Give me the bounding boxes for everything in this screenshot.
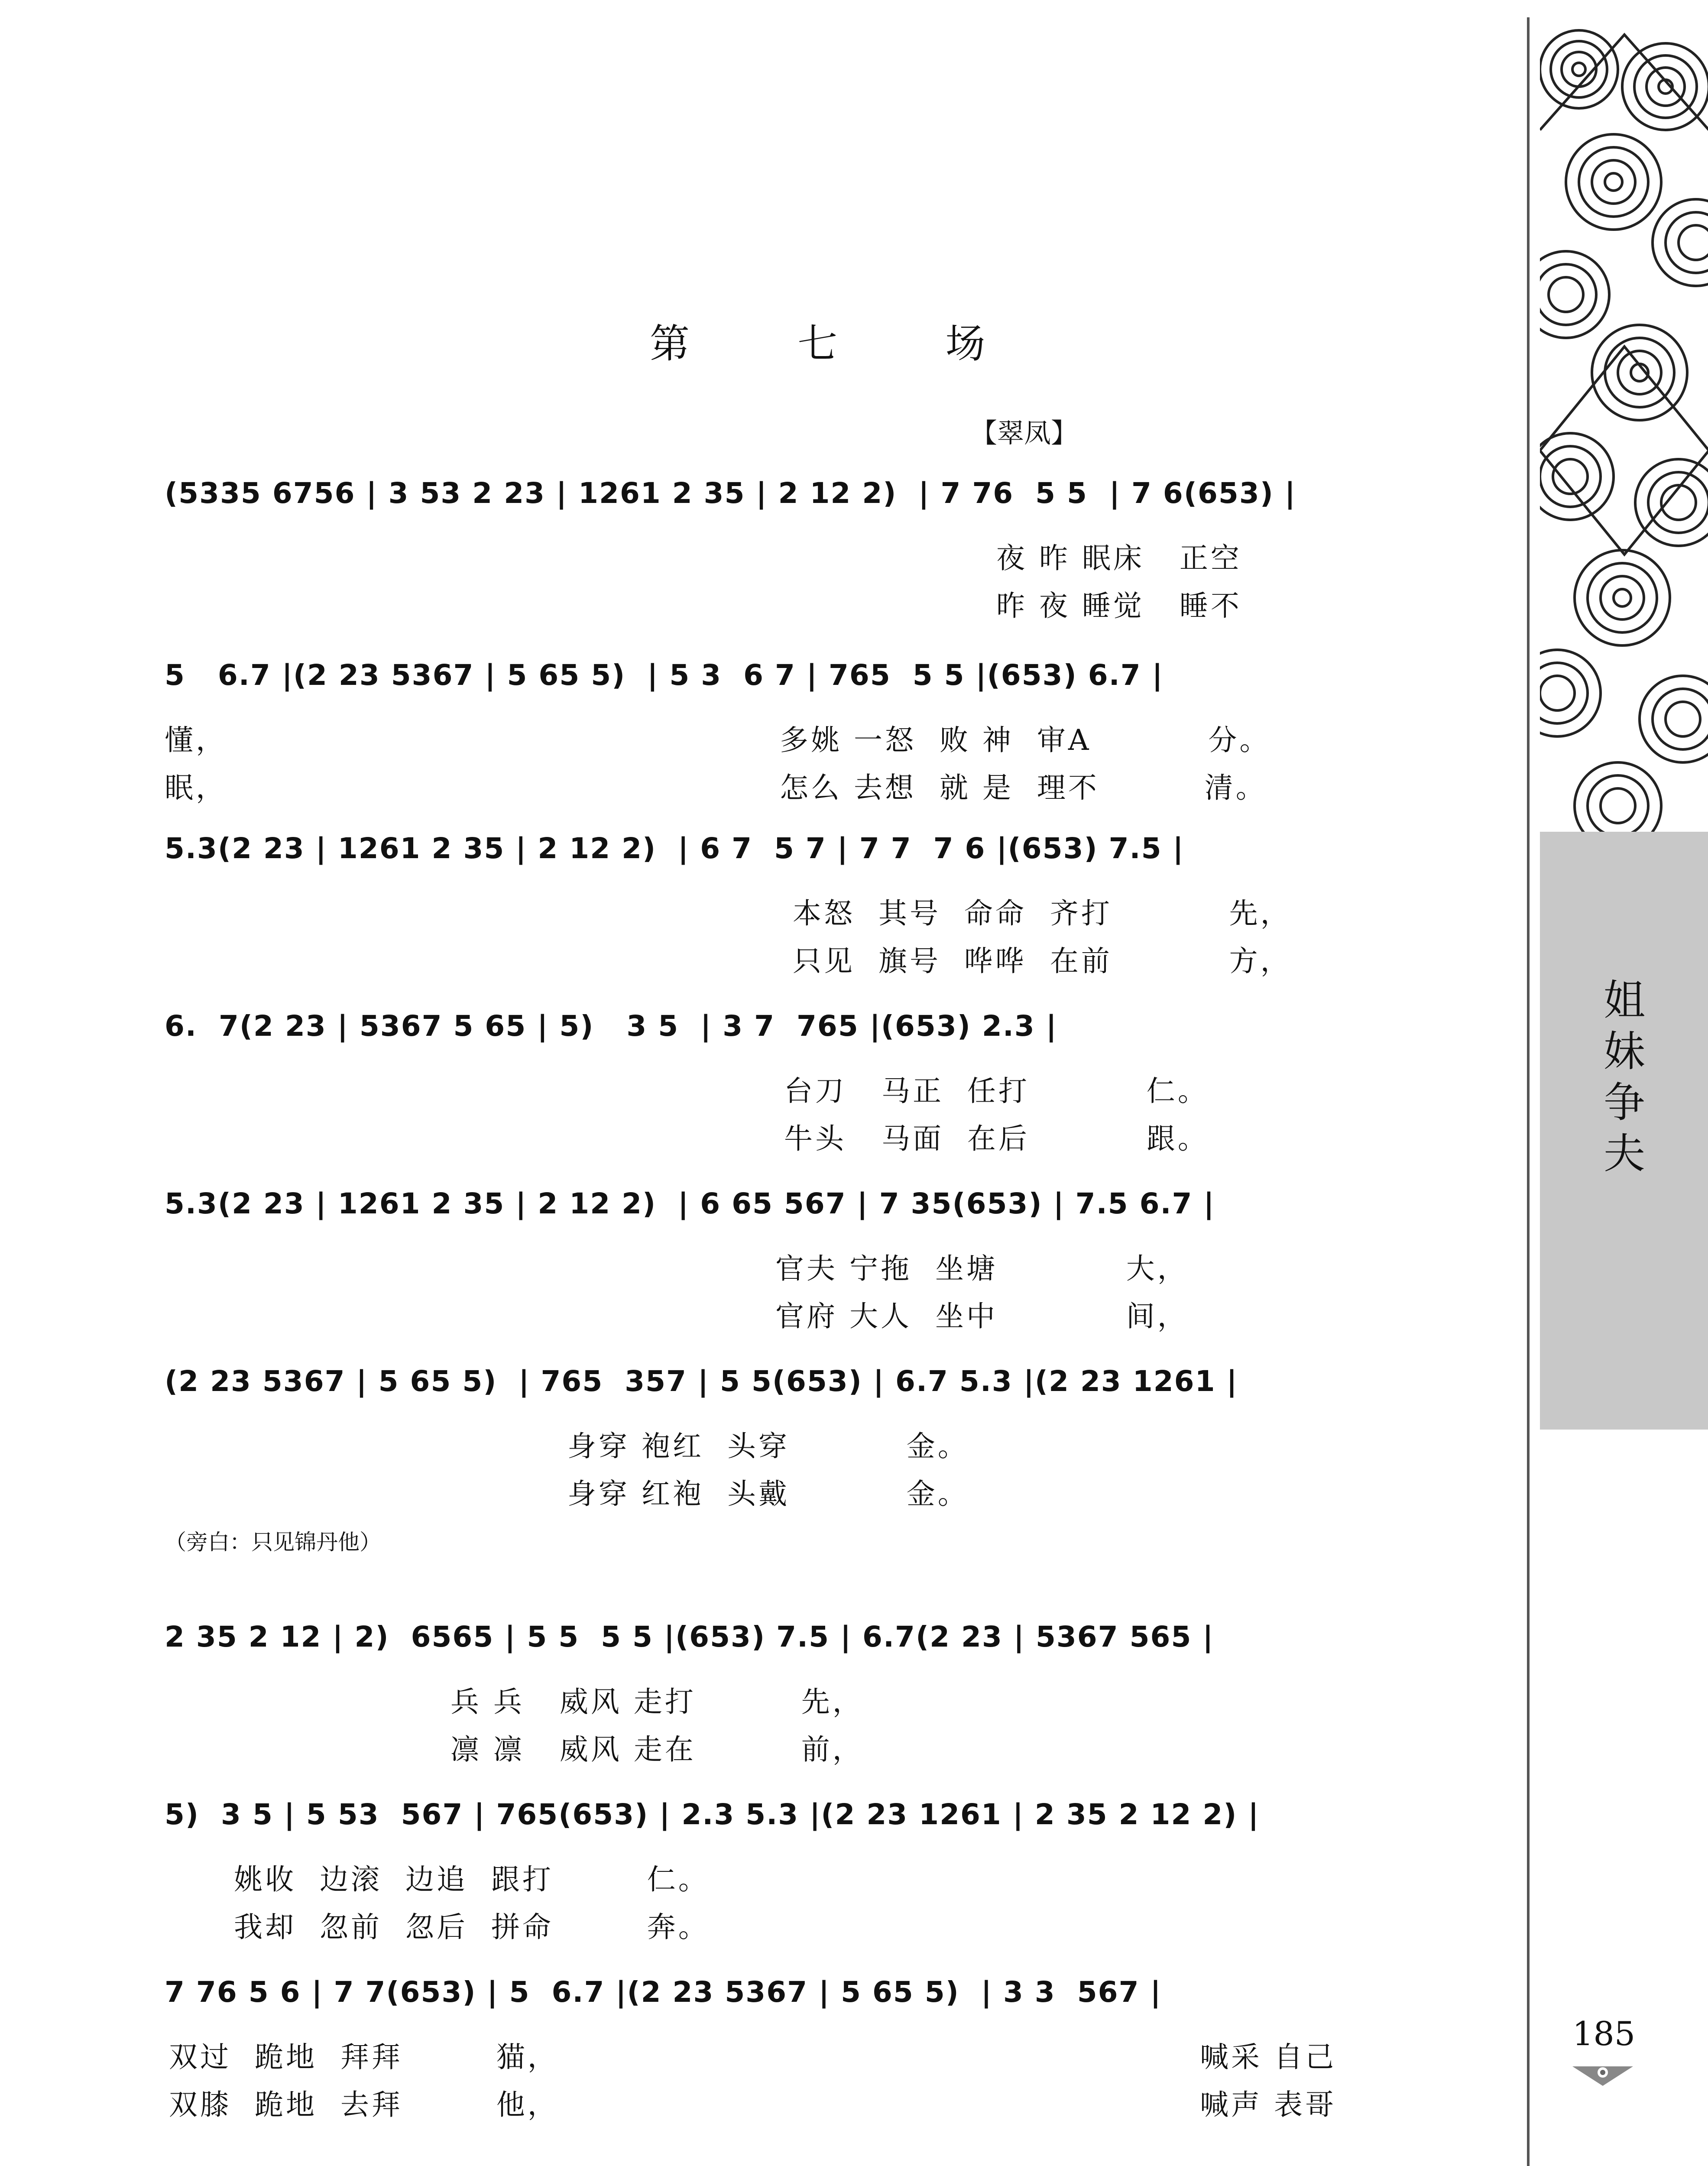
lyric-verse-2: 怎么 去想 就 是 理不 清。 [780,771,1267,804]
lyric-verse-2: 我却 忽前 忽后 拼命 奔。 [234,1910,710,1944]
lyric-verse-1: 多姚 一怒 败 神 审A 分。 [780,723,1271,757]
lyric-verse-1-start: 懂， [165,723,227,757]
lyric-verse-1-end: 喊采 自己 [1200,2040,1336,2074]
lyric-verse-1: 夜 昨 眠床 正空 [996,542,1242,575]
aside-note: （旁白：只见锦丹他） [165,1530,381,1555]
lyric-verse-1: 身穿 袍红 头穿 金。 [567,1430,969,1463]
lyric-verse-1: 本怒 其号 命命 齐打 先， [793,897,1292,930]
margin-rule [1527,17,1530,2166]
notation-line: 5 6.7 |(2 23 5367 | 5 65 5) | 5 3 6 7 | 765 5 5 |(653) 6.7 | [165,658,1164,692]
lyric-verse-2: 昨 夜 睡觉 睡不 [996,589,1242,623]
notation-line: 2 35 2 12 | 2) 6565 | 5 5 5 5 |(653) 7.5 | 6.7(2 23 | 5367 565 | [165,1620,1214,1654]
page-number: 185 [1572,2014,1636,2053]
lyric-verse-1: 双过 跪地 拜拜 猫， [169,2040,559,2074]
lyric-verse-1: 姚收 边滚 边追 跟打 仁。 [234,1863,710,1896]
lyric-verse-2: 官府 大人 坐中 间， [775,1300,1189,1333]
lyric-verse-2: 只见 旗号 哗哗 在前 方， [793,944,1292,978]
lyric-verse-1: 官夫 宁拖 坐塘 大， [775,1252,1189,1285]
lyric-verse-2-end: 喊声 表哥 [1200,2088,1336,2121]
lyric-verse-1: 兵 兵 威风 走打 先， [450,1685,864,1719]
ornament-icon [1568,2062,1637,2090]
lyric-verse-2: 凛 凛 威风 走在 前， [450,1733,864,1766]
notation-line: (5335 6756 | 3 53 2 23 | 1261 2 35 | 2 12 2) | 7 76 5 5 | 7 6(653) | [165,477,1296,510]
notation-line: 6. 7(2 23 | 5367 5 65 | 5) 3 5 | 3 7 765 |(653) 2.3 | [165,1009,1057,1043]
notation-line: 5) 3 5 | 5 53 567 | 765(653) | 2.3 5.3 |(2 23 1261 | 2 35 2 12 2) | [165,1798,1260,1831]
cloud-pattern-decoration [1540,17,1708,832]
notation-line: 7 76 5 6 | 7 7(653) | 5 6.7 |(2 23 5367 | 5 65 5) | 3 3 567 | [165,1975,1162,2009]
lyric-verse-2: 双膝 跪地 去拜 他， [169,2088,559,2121]
lyric-verse-1: 台刀 马正 任打 仁。 [784,1074,1209,1108]
notation-line: (2 23 5367 | 5 65 5) | 765 357 | 5 5(653) | 6.7 5.3 |(2 23 1261 | [165,1365,1238,1398]
singer-label: 【翠凤】 [970,417,1078,449]
notation-line: 5.3(2 23 | 1261 2 35 | 2 12 2) | 6 65 567 | 7 35(653) | 7.5 6.7 | [165,1187,1215,1220]
side-title: 姐妹争夫 [1604,976,1645,1178]
lyric-verse-2: 身穿 红袍 头戴 金。 [567,1477,969,1511]
lyric-verse-2: 牛头 马面 在后 跟。 [784,1122,1209,1155]
notation-line: 5.3(2 23 | 1261 2 35 | 2 12 2) | 6 7 5 7 | 7 7 7 6 |(653) 7.5 | [165,832,1184,865]
scene-title: 第 七 场 [650,321,1033,367]
lyric-verse-2-start: 眠， [165,771,227,804]
